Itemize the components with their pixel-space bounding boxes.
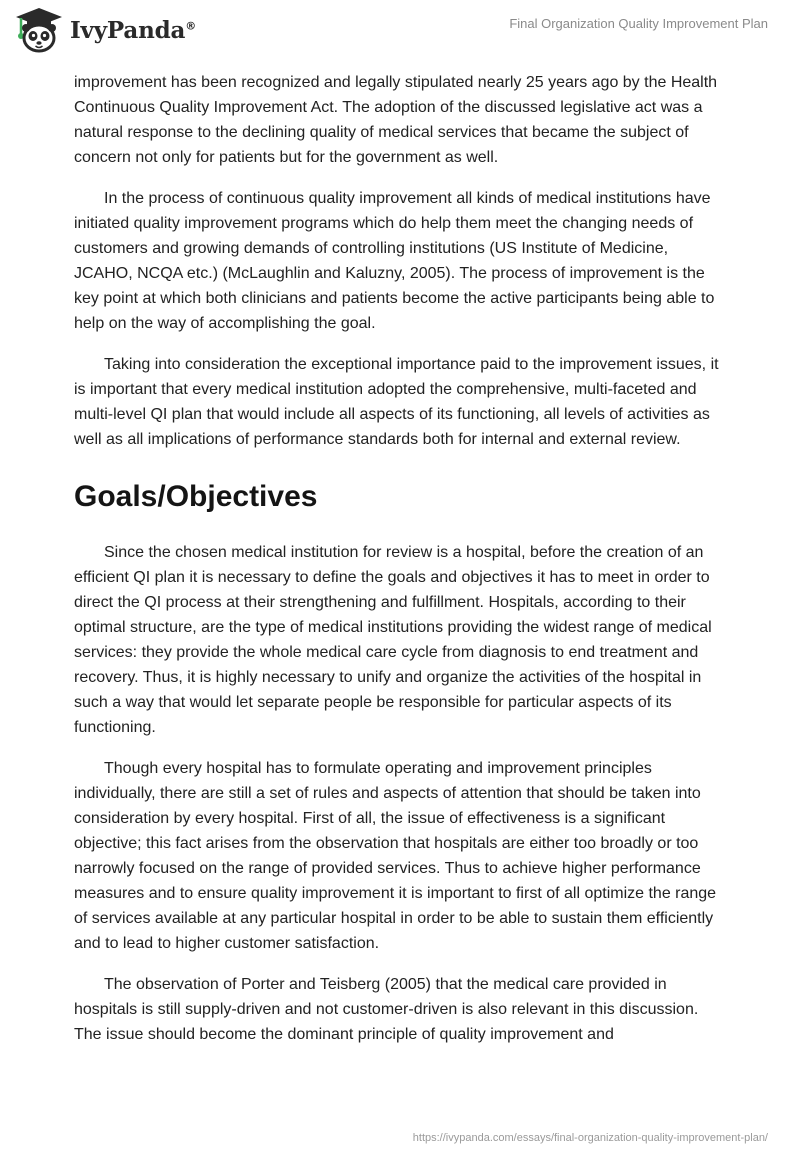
paragraph: Since the chosen medical institution for review is a hospital, before the creation of an efficient QI plan it is necessary to define the goals and objectives it has to meet in order to direct the QI process at their strengthening and fulfillment. Hospitals, according to their optimal structure, are the type of medical institutions providing the widest range of medical services: they provide the whole medical care cycle from diagnosis to end treatment and recovery. Thus, it is highly necessary to unify and organize the activities of the hospital in such a way that would let separate people be responsible for particular aspects of its functioning. [74, 544, 712, 736]
section-heading-goals: Goals/Objectives [74, 480, 318, 513]
registered-mark: ® [185, 18, 196, 32]
page-header [0, 0, 800, 62]
panda-icon [12, 6, 66, 54]
source-url[interactable]: https://ivypanda.com/essays/final-organization-quality-improvement-plan/ [412, 1132, 768, 1144]
paragraph: The observation of Porter and Teisberg (2005) that the medical care provided in hospitals is still supply-driven and not customer-driven is also relevant in this discussion. The issue should become the dominant principle of quality improvement and [74, 976, 699, 1043]
ivypanda-logo[interactable] [12, 6, 196, 54]
logo-wordmark: IvyPanda® [70, 16, 196, 44]
paragraph: improvement has been recognized and legally stipulated nearly 25 years ago by the Health Continuous Quality Improvement Act. The adoption of the discussed legislative act was a natural response to the declining quality of medical services that became the subject of concern not only for patients but for the government as well. [74, 74, 718, 166]
paragraph: Though every hospital has to formulate operating and improvement principles individually, there are still a set of rules and aspects of attention that should be taken into consideration by every hospital. First of all, the issue of effectiveness is a significant objective; this fact arises from the observation that hospitals are either too broadly or too narrowly focused on the range of provided services. Thus to achieve higher performance measures and to ensure quality improvement it is important to first of all optimize the range of services available at any particular hospital in order to be able to sustain them efficiently and to lead to higher customer satisfaction. [74, 760, 717, 952]
paragraph: In the process of continuous quality improvement all kinds of medical institutions have initiated quality improvement programs which do help them meet the changing needs of customers and growing demands of controlling institutions (US Institute of Medicine, JCAHO, NCQA etc.) (McLaughlin and Kaluzny, 2005). The process of improvement is the key point at which both clinicians and patients become the active participants being able to help on the way of accomplishing the goal. [74, 190, 715, 332]
essay-body [74, 70, 726, 1063]
document-title: Final Organization Quality Improvement Plan [509, 16, 768, 31]
paragraph: Taking into consideration the exceptional importance paid to the improvement issues, it is important that every medical institution adopted the comprehensive, multi-faceted and multi-level QI plan that would include all aspects of its functioning, all levels of activities as well as all implications of performance standards both for internal and external review. [74, 356, 719, 448]
